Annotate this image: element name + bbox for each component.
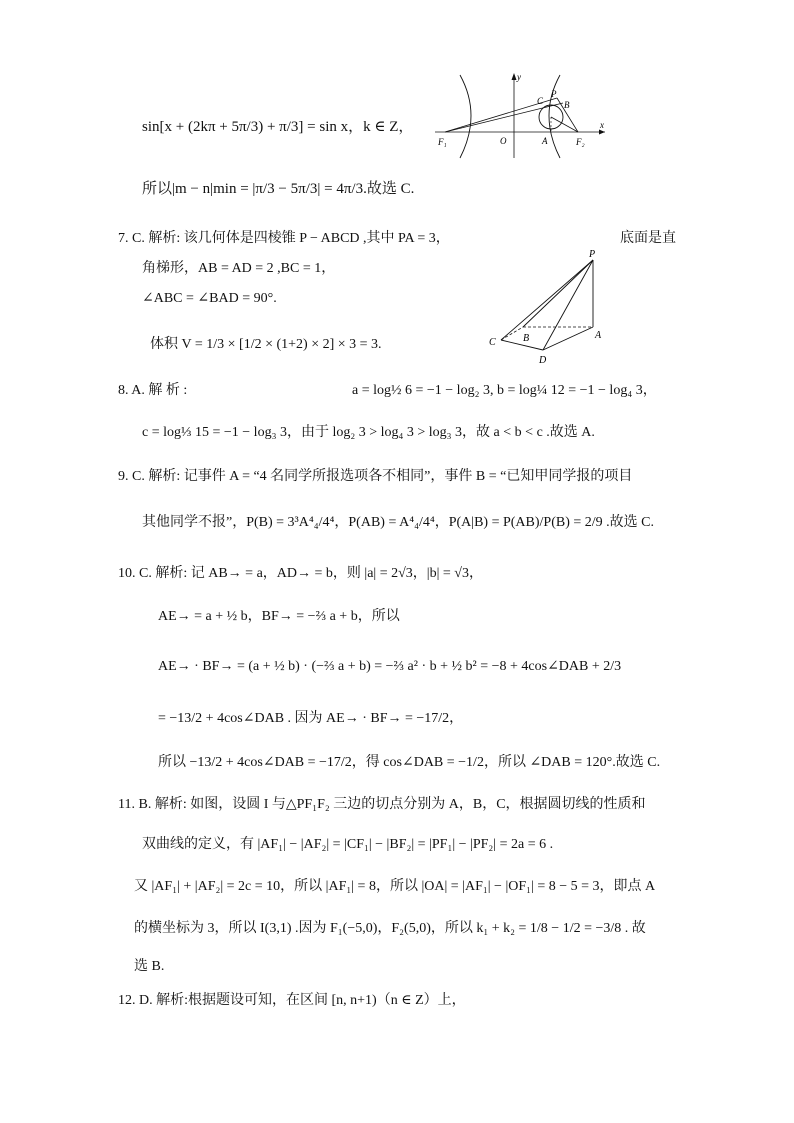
q7-line-3: ∠ABC = ∠BAD = 90°. xyxy=(142,291,277,306)
q8-line-2: c = log⅓ 15 = −1 − log₃ 3，由于 log₂ 3 > log₄ 3 > log₃ 3，故 a < b < c .故选 A. xyxy=(142,425,595,440)
label-A: A xyxy=(595,330,602,341)
q7-line-4: 体积 V = 1/3 × [1/2 × (1+2) × 2] × 3 = 3. xyxy=(150,337,382,352)
q7-line-1-tail: 底面是直 xyxy=(620,231,676,246)
label-F1: F₁ xyxy=(438,137,447,147)
q10-line-3: AE→ · BF→ = (a + ½ b) · (−⅔ a + b) = −⅔ a² · b + ½ b² = −8 + 4cos∠DAB + 2/3 xyxy=(158,659,622,674)
label-O: O xyxy=(500,136,507,146)
label-C: C xyxy=(537,96,544,106)
q11-line-3: 又 |AF₁| + |AF₂| = 2c = 10，所以 |AF₁| = 8，所以 |OA| = |AF₁| − |OF₁| = 8 − 5 = 3，即点 A xyxy=(134,879,656,894)
hyperbola-figure xyxy=(430,70,610,160)
label-A: A xyxy=(542,136,548,146)
q8-line-1-head: 8. A. 解 析 : xyxy=(118,383,188,398)
q10-line-1: 10. C. 解析: 记 AB→ = a，AD→ = b，则 |a| = 2√3，|b| = √3， xyxy=(118,566,483,581)
q8-line-1-body: a = log½ 6 = −1 − log₂ 3, b = log¼ 12 = −1 − log₄ 3， xyxy=(352,383,657,398)
label-B: B xyxy=(564,100,570,110)
q9-line-1: 9. C. 解析: 记事件 A = “4 名同学所报选项各不相同”，事件 B = “已知甲同学报的项目 xyxy=(118,469,633,484)
q11-line-2: 双曲线的定义，有 |AF₁| − |AF₂| = |CF₁| − |BF₂| = |PF₁| − |PF₂| = 2a = 6 . xyxy=(142,837,554,852)
q7-line-1: 7. C. 解析: 该几何体是四棱锥 P − ABCD ,其中 PA = 3， xyxy=(118,231,450,246)
q10-line-2: AE→ = a + ½ b，BF→ = −⅔ a + b，所以 xyxy=(158,609,400,624)
q7-line-2: 角梯形，AB = AD = 2 ,BC = 1， xyxy=(142,261,336,276)
q10-line-4: = −13/2 + 4cos∠DAB . 因为 AE→ · BF→ = −17/2， xyxy=(158,711,464,726)
equation-line-1: sin[x + (2kπ + 5π/3) + π/3] = sin x，k ∈ Z， xyxy=(142,119,414,135)
q11-line-4: 的横坐标为 3，所以 I(3,1) .因为 F₁(−5,0)，F₂(5,0)，所以 k₁ + k₂ = 1/8 − 1/2 = −3/8 . 故 xyxy=(134,921,646,936)
label-B: B xyxy=(523,333,530,344)
q11-line-1: 11. B. 解析: 如图，设圆 I 与△PF₁F₂ 三边的切点分别为 A，B，C，根据圆切线的性质和 xyxy=(118,797,646,812)
label-P: P xyxy=(589,249,596,260)
equation-line-2: 所以|m − n|min = |π/3 − 5π/3| = 4π/3.故选 C. xyxy=(142,181,415,197)
q10-line-5: 所以 −13/2 + 4cos∠DAB = −17/2，得 cos∠DAB = −1/2，所以 ∠DAB = 120°.故选 C. xyxy=(158,755,661,770)
label-y: y xyxy=(517,72,521,82)
label-C: C xyxy=(489,337,496,348)
q11-line-5: 选 B. xyxy=(134,959,165,974)
q9-line-2: 其他同学不报”，P(B) = 3³A⁴₄/4⁴，P(AB) = A⁴₄/4⁴，P(A|B) = P(AB)/P(B) = 2/9 .故选 C. xyxy=(142,515,654,530)
label-D: D xyxy=(539,355,547,366)
label-x: x xyxy=(600,120,604,130)
label-F2: F₂ xyxy=(576,137,585,147)
label-P: P xyxy=(551,89,557,99)
pyramid-figure xyxy=(483,245,613,370)
q12-line-1: 12. D. 解析:根据题设可知，在区间 [n, n+1)（n ∈ Z）上， xyxy=(118,993,466,1008)
